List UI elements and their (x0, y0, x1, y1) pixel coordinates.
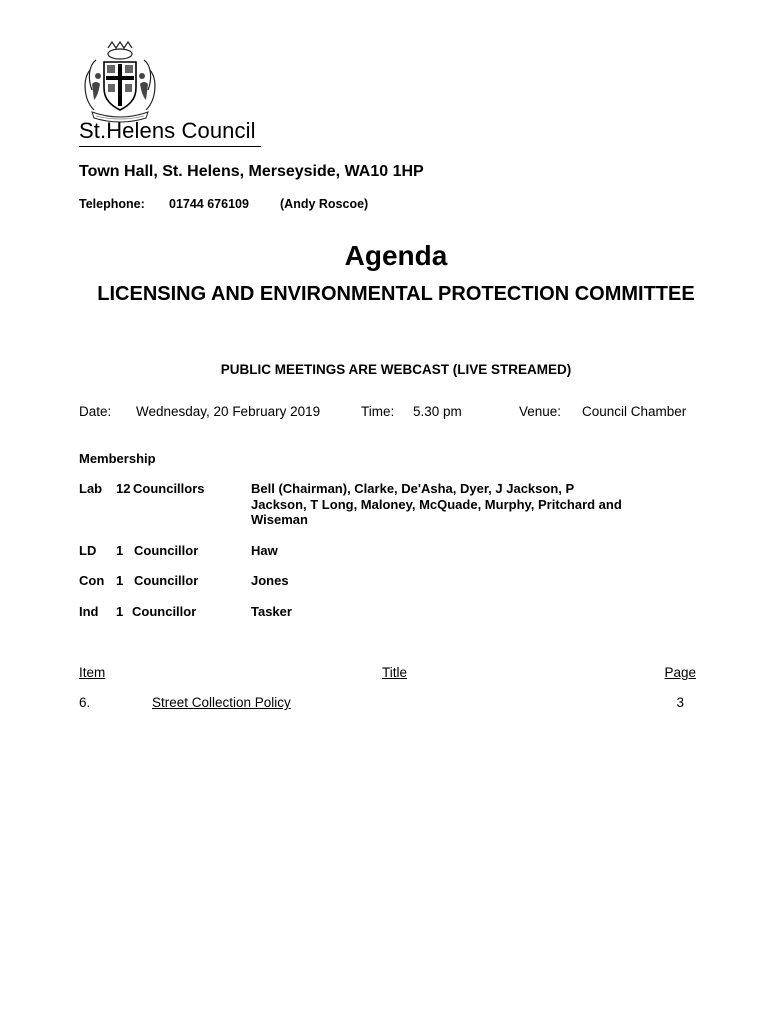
membership-party: LD (79, 543, 97, 558)
membership-count: 1 (116, 543, 124, 558)
membership-role: Councillor (134, 543, 199, 558)
membership-count: 1 (116, 573, 124, 588)
committee-name: LICENSING AND ENVIRONMENTAL PROTECTION COMMITTEE (97, 283, 695, 305)
membership-party: Con (79, 573, 105, 588)
venue-value: Council Chamber (582, 404, 687, 419)
agenda-title: Agenda (344, 240, 448, 271)
webcast-notice: PUBLIC MEETINGS ARE WEBCAST (LIVE STREAMED) (220, 362, 572, 377)
time-label: Time: (361, 404, 395, 419)
membership-role: Councillors (133, 481, 205, 496)
agenda-item-title-link[interactable]: Street Collection Policy (152, 695, 291, 710)
date-label: Date: (79, 404, 112, 419)
council-name-underline (79, 146, 261, 147)
membership-party: Ind (79, 604, 99, 619)
membership-count: 12 (116, 481, 131, 496)
membership-names: Bell (Chairman), Clarke, De'Asha, Dyer, J Jackson, P Jackson, T Long, Maloney, McQuade, Murphy, Pritchard and Wiseman (251, 481, 622, 527)
venue-label-text: Venue: (519, 404, 562, 419)
title-column-header: Title (382, 665, 408, 680)
council-crest-icon (78, 40, 162, 124)
telephone-contact: (Andy Roscoe) (280, 197, 369, 211)
telephone-number: 01744 676109 (169, 197, 249, 211)
item-column-header: Item (79, 665, 106, 680)
agenda-item-number: 6. (79, 695, 91, 710)
council-name: St.Helens Council (79, 118, 256, 143)
date-value: Wednesday, 20 February 2019 (136, 404, 321, 419)
time-value: 5.30 pm (413, 404, 462, 419)
membership-role: Councillor (132, 604, 197, 619)
membership-names: Haw (251, 543, 278, 558)
page-column-header: Page (664, 665, 696, 680)
membership-count: 1 (116, 604, 124, 619)
membership-names: Jones (251, 573, 289, 588)
telephone-label: Telephone: (79, 197, 145, 211)
venue-label (519, 404, 561, 419)
address: Town Hall, St. Helens, Merseyside, WA10 1HP (79, 163, 424, 180)
membership-heading: Membership (79, 451, 156, 466)
agenda-item-page: 3 (676, 695, 684, 710)
membership-role: Councillor (134, 573, 199, 588)
membership-party: Lab (79, 481, 103, 496)
membership-names: Tasker (251, 604, 292, 619)
